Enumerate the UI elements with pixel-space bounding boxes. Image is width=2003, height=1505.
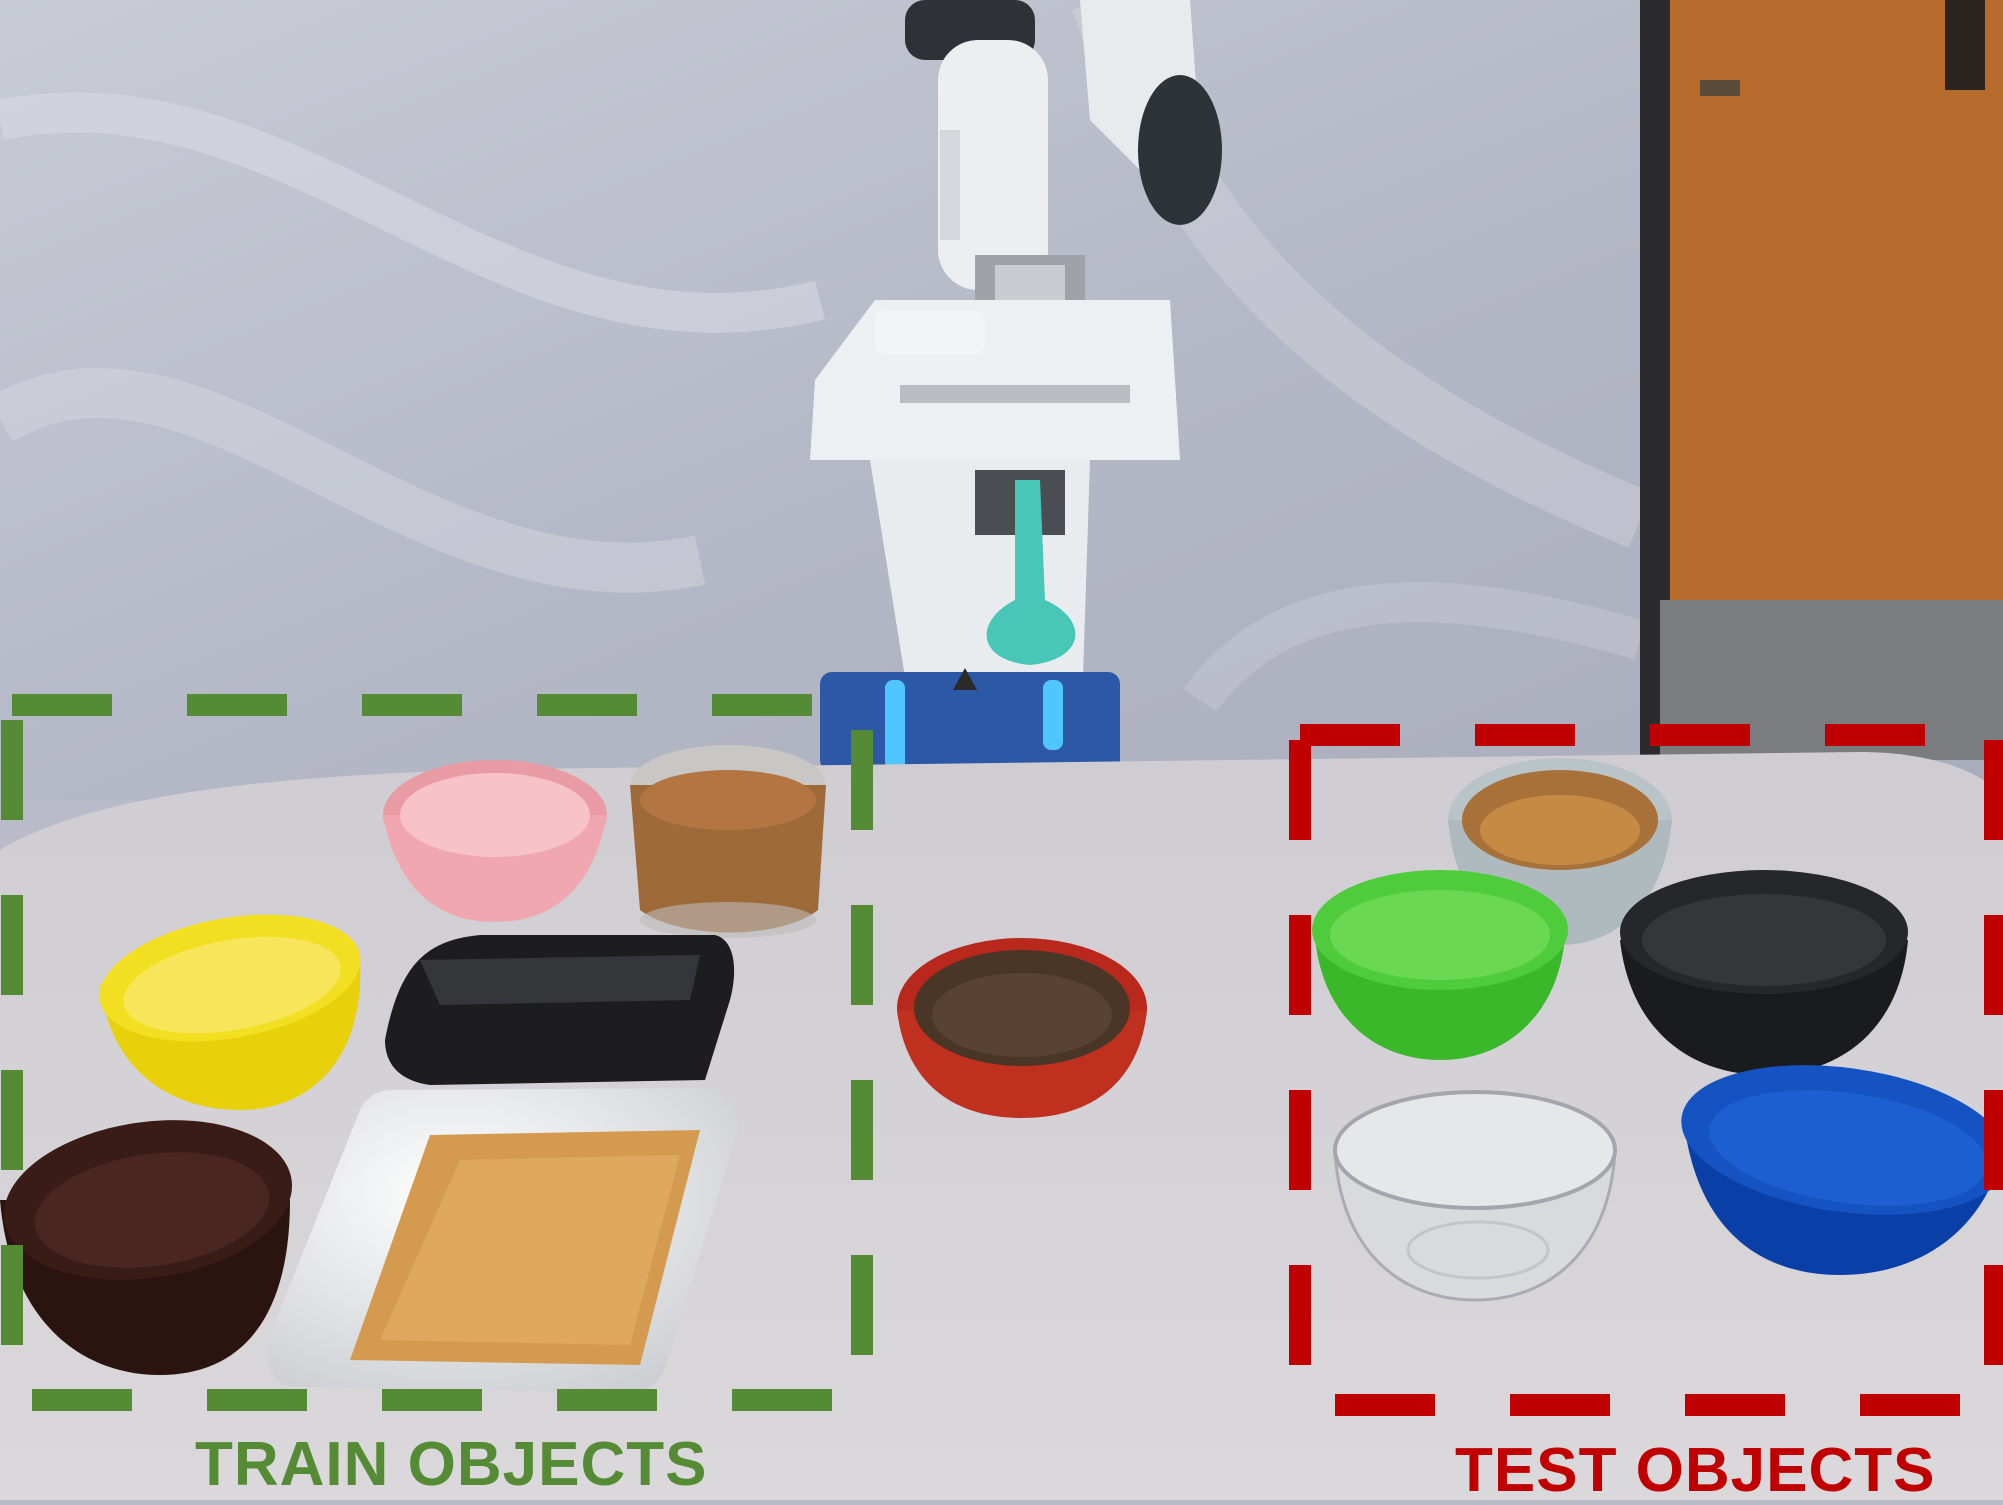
train-objects-label: TRAIN OBJECTS — [195, 1430, 708, 1499]
wooden-door — [1640, 0, 2003, 760]
black-tray — [385, 935, 734, 1085]
test-objects-label: TEST OBJECTS — [1455, 1436, 1936, 1505]
glass-bowl-peanuts — [630, 745, 826, 938]
